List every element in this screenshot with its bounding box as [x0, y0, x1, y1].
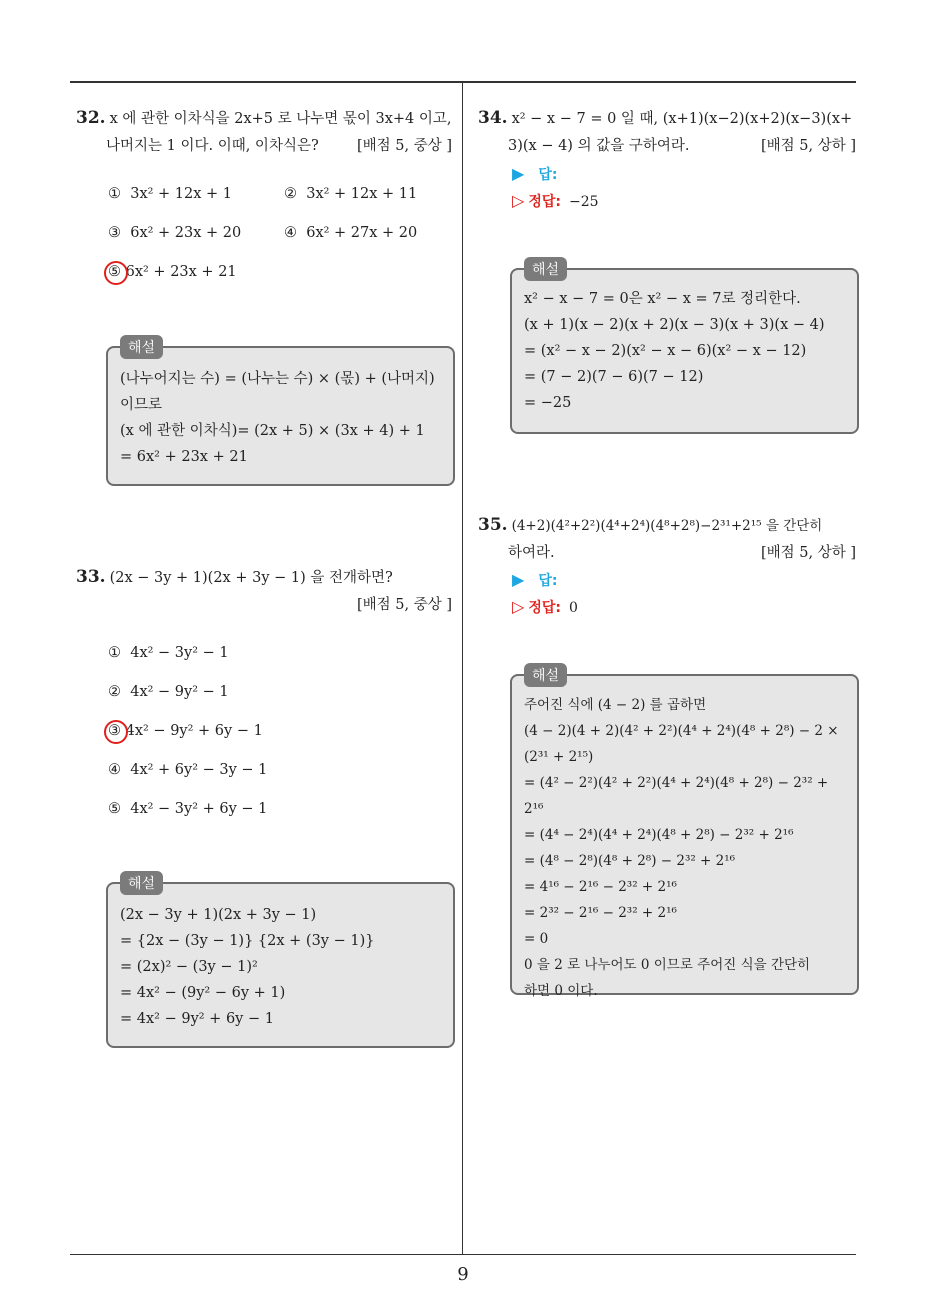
q35-answer-row[interactable] — [512, 570, 557, 590]
q35-number: 35. — [478, 515, 508, 535]
question-33 — [76, 564, 452, 619]
q32-choice-1-text: 3x² + 12x + 1 — [130, 186, 233, 202]
q35-sol-line-6: = (4⁸ − 2⁸)(4⁸ + 2⁸) − 2³² + 2¹⁶ — [524, 853, 736, 869]
q32-text-2: 나머지는 1 이다. 이때, 이차식은? — [106, 138, 319, 154]
q32-points: [배점 5, 중상 ] — [356, 138, 452, 154]
q33-number: 33. — [76, 567, 106, 587]
q33-answer-circle-mark — [104, 720, 128, 744]
q35-correct-row — [512, 597, 578, 617]
question-35 — [478, 512, 856, 567]
q35-text-1: (4+2)(4²+2²)(4⁴+2⁴)(4⁸+2⁸)−2³¹+2¹⁵ 을 간단히 — [511, 518, 823, 534]
q34-line1 — [478, 105, 856, 133]
q33-sol-line-1: (2x − 3y + 1)(2x + 3y − 1) — [120, 907, 317, 923]
q32-solution-box — [106, 340, 455, 486]
q34-sol-line-2: (x + 1)(x − 2)(x + 2)(x − 3)(x + 3)(x − 4) — [524, 317, 825, 333]
q34-answer-label: 답: — [538, 167, 558, 183]
q34-correct-value: −25 — [568, 194, 599, 210]
q32-sol-line-4: = 6x² + 23x + 21 — [120, 449, 248, 465]
q32-sol-line-1: (나누어지는 수) = (나누는 수) × (몫) + (나머지) — [120, 371, 435, 387]
q33-line1 — [76, 564, 452, 592]
question-32 — [76, 105, 452, 160]
q35-sol-line-7: = 4¹⁶ − 2¹⁶ − 2³² + 2¹⁶ — [524, 879, 677, 895]
q33-choice-2-mark: ② — [108, 684, 121, 700]
q32-choice-4[interactable] — [284, 225, 417, 241]
q34-sol-line-4: = (7 − 2)(7 − 6)(7 − 12) — [524, 369, 704, 385]
q32-line2 — [76, 133, 452, 160]
q35-correct-value: 0 — [568, 600, 578, 616]
q33-choice-2-text: 4x² − 9y² − 1 — [130, 684, 229, 700]
q35-sol-line-3: (2³¹ + 2¹⁵) — [524, 749, 594, 765]
q32-solution-tag: 해설 — [120, 335, 163, 359]
q33-solution-tag: 해설 — [120, 871, 163, 895]
q35-sol-line-8: = 2³² − 2¹⁶ − 2³² + 2¹⁶ — [524, 905, 677, 921]
q32-sol-line-2: 이므로 — [120, 397, 163, 413]
q33-choice-1[interactable] — [108, 645, 229, 661]
q32-choice-2[interactable] — [284, 186, 417, 202]
q32-choice-3-mark: ③ — [108, 225, 121, 241]
q34-sol-line-3: = (x² − x − 2)(x² − x − 6)(x² − x − 12) — [524, 343, 807, 359]
q34-solution-lines — [524, 286, 847, 416]
q33-choice-5-text: 4x² − 3y² + 6y − 1 — [130, 801, 268, 817]
q34-sol-line-5: = −25 — [524, 395, 572, 411]
q35-sol-line-2: (4 − 2)(4 + 2)(4² + 2²)(4⁴ + 2⁴)(4⁸ + 2⁸) − 2 × — [524, 723, 839, 739]
outline-triangle-icon: ▷ — [512, 191, 525, 210]
q35-sol-line-5: = (4⁴ − 2⁴)(4⁴ + 2⁴)(4⁸ + 2⁸) − 2³² + 2¹⁶ — [524, 827, 794, 843]
q33-text-1: (2x − 3y + 1)(2x + 3y − 1) 을 전개하면? — [109, 570, 393, 586]
q34-answer-row[interactable] — [512, 164, 557, 184]
q33-points: [배점 5, 중상 ] — [356, 597, 452, 613]
q33-sol-line-2: = {2x − (3y − 1)} {2x + (3y − 1)} — [120, 933, 375, 949]
q33-solution-box — [106, 876, 455, 1048]
question-34 — [478, 105, 856, 160]
q32-choice-5-text: 6x² + 23x + 21 — [125, 264, 237, 280]
q33-choice-3-text: 4x² − 9y² + 6y − 1 — [125, 723, 263, 739]
q35-sol-line-4: = (4² − 2²)(4² + 2²)(4⁴ + 2⁴)(4⁸ + 2⁸) − 2³² + 2¹⁶ — [524, 775, 829, 817]
q32-choice-3[interactable] — [108, 225, 241, 241]
column-divider — [462, 82, 463, 1254]
q34-text-2: 3)(x − 4) 의 값을 구하여라. — [508, 138, 690, 154]
q33-choice-1-mark: ① — [108, 645, 121, 661]
q32-choice-4-mark: ④ — [284, 225, 297, 241]
q33-sol-line-5: = 4x² − 9y² + 6y − 1 — [120, 1011, 274, 1027]
q32-answer-circle-mark — [104, 261, 128, 285]
q34-solution-box — [510, 262, 859, 434]
q35-solution-lines — [524, 692, 847, 1004]
q34-correct-row — [512, 191, 599, 211]
q32-choice-5-mark: ⑤ — [108, 264, 121, 280]
q35-answer-label: 답: — [538, 573, 558, 589]
play-triangle-icon: ▶ — [512, 570, 525, 589]
q33-sol-line-3: = (2x)² − (3y − 1)² — [120, 959, 258, 975]
q35-sol-line-10: 0 을 2 로 나누어도 0 이므로 주어진 식을 간단히 — [524, 957, 811, 973]
q33-choice-5[interactable] — [108, 801, 267, 817]
q32-choice-1-mark: ① — [108, 186, 121, 202]
q32-line1 — [76, 105, 452, 133]
q33-choice-4[interactable] — [108, 762, 267, 778]
q35-line2 — [478, 540, 856, 567]
q33-choice-1-text: 4x² − 3y² − 1 — [130, 645, 229, 661]
q32-sol-line-3: (x 에 관한 이차식)= (2x + 5) × (3x + 4) + 1 — [120, 423, 425, 439]
q35-correct-label: 정답: — [528, 600, 561, 616]
q34-solution-tag: 해설 — [524, 257, 567, 281]
q32-choice-1[interactable] — [108, 186, 232, 202]
q32-solution-lines — [120, 366, 443, 470]
q32-choice-3-text: 6x² + 23x + 20 — [130, 225, 242, 241]
bottom-rule — [70, 1254, 856, 1255]
q35-text-2: 하여라. — [508, 545, 555, 561]
q32-choice-2-mark: ② — [284, 186, 297, 202]
q33-choice-3-mark: ③ — [108, 723, 121, 739]
q33-sol-line-4: = 4x² − (9y² − 6y + 1) — [120, 985, 286, 1001]
q35-solution-tag: 해설 — [524, 663, 567, 687]
top-rule — [70, 81, 856, 83]
q34-sol-line-1: x² − x − 7 = 0은 x² − x = 7로 정리한다. — [524, 291, 801, 307]
q33-choice-4-text: 4x² + 6y² − 3y − 1 — [130, 762, 268, 778]
q35-sol-line-1: 주어진 식에 (4 − 2) 를 곱하면 — [524, 697, 707, 713]
q32-text-1: x 에 관한 이차식을 2x+5 로 나누면 몫이 3x+4 이고, — [109, 111, 452, 127]
q32-number: 32. — [76, 108, 106, 128]
q34-number: 34. — [478, 108, 508, 128]
q33-choice-5-mark: ⑤ — [108, 801, 121, 817]
q34-line2 — [478, 133, 856, 160]
q34-points: [배점 5, 상하 ] — [760, 138, 856, 154]
q35-sol-line-9: = 0 — [524, 931, 549, 947]
q35-solution-box — [510, 668, 859, 999]
q33-choice-4-mark: ④ — [108, 762, 121, 778]
play-triangle-icon: ▶ — [512, 164, 525, 183]
q34-correct-label: 정답: — [528, 194, 561, 210]
q33-choice-2[interactable] — [108, 684, 229, 700]
q32-choice-2-text: 3x² + 12x + 11 — [306, 186, 418, 202]
q35-sol-line-11: 하면 0 이다. — [524, 983, 598, 999]
q32-choice-4-text: 6x² + 27x + 20 — [306, 225, 418, 241]
page-number: 9 — [457, 1264, 469, 1285]
q35-line1 — [478, 512, 856, 540]
q34-text-1: x² − x − 7 = 0 일 때, (x+1)(x−2)(x+2)(x−3)(x+ — [511, 111, 853, 127]
q35-points: [배점 5, 상하 ] — [760, 545, 856, 561]
q33-solution-lines — [120, 902, 443, 1032]
outline-triangle-icon: ▷ — [512, 597, 525, 616]
q33-points-row — [76, 592, 452, 619]
q33-choice-3[interactable] — [108, 723, 263, 739]
